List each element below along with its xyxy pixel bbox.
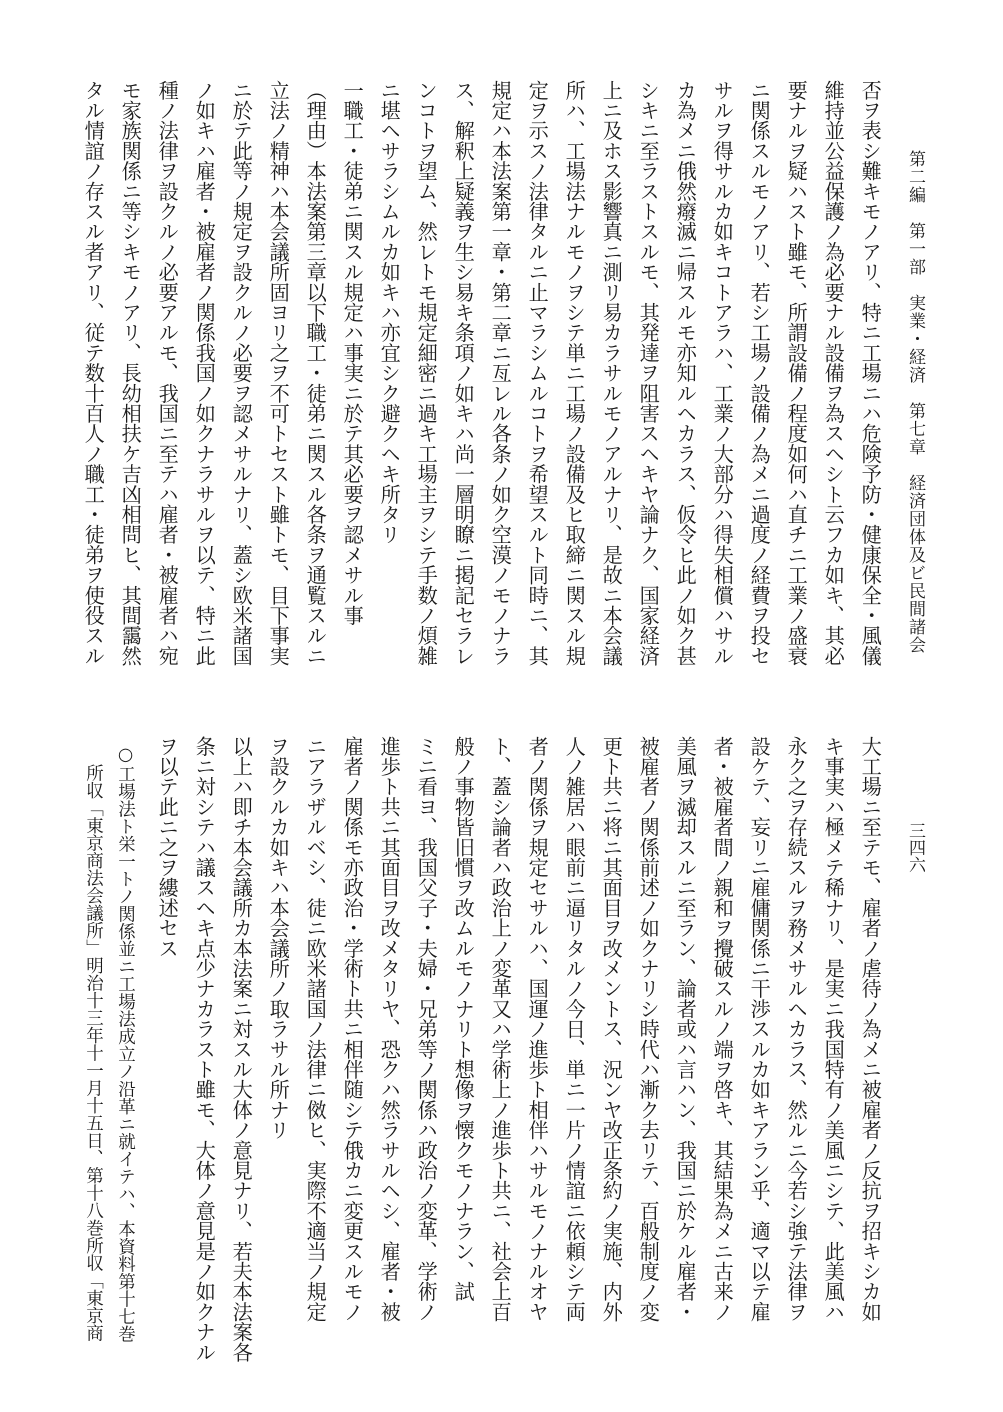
upper-column: カ為メニ俄然癈滅ニ帰スルモ亦知ルヘカラス、仮令ヒ此ノ如ク甚 (673, 80, 698, 666)
upper-column: 否ヲ表シ難キモノアリ、特ニ工場ニハ危険予防・健康保全・風儀 (858, 80, 883, 666)
upper-column: 要ナルヲ疑ハスト雖モ、所謂設備ノ程度如何ハ直チニ工業ノ盛衰 (784, 80, 809, 666)
lower-column: ミニ看ヨ、我国父子・夫婦・兄弟等ノ関係ハ政治ノ変革、学術ノ (414, 736, 439, 1322)
lower-column: ト、蓋シ論者ハ政治上ノ変革又ハ学術上ノ進歩ト共ニ、社会上百 (488, 736, 513, 1322)
page-number: 三四六 (905, 822, 925, 873)
lower-column: 被雇者ノ関係前述ノ如クナリシ時代ハ漸ク去リテ、百般制度ノ変 (636, 736, 661, 1322)
lower-column: キ事実ハ極メテ稀ナリ、是実ニ我国特有ノ美風ニシテ、此美風ハ (821, 736, 846, 1322)
upper-column: ノ如キハ雇者・被雇者ノ関係我国ノ如クナラサルヲ以テ、特ニ此 (192, 80, 217, 666)
lower-column: 般ノ事物皆旧慣ヲ改ムルモノナリト想像ヲ懐クモノナラン、試 (451, 736, 476, 1302)
upper-column: 定ヲ示スノ法律タルニ止マラシムルコトヲ希望スルト同時ニ、其 (525, 80, 550, 666)
lower-column: ヲ以テ此ニ之ヲ縷述セス (155, 736, 180, 959)
lower-column: 更ト共ニ将ニ其面目ヲ改メントス、況ンヤ改正条約ノ実施、内外 (599, 736, 624, 1322)
upper-column: ニ於テ此等ノ規定ヲ設クルノ必要ヲ認メサルナリ、蓋シ欧米諸国 (229, 80, 254, 666)
lower-column: 大工場ニ至テモ、雇者ノ虐待ノ為メニ被雇者ノ反抗ヲ招キシカ如 (858, 736, 883, 1322)
upper-column: サルヲ得サルカ如キコトアラハ、工業ノ大部分ハ得失相償ハサル (710, 80, 735, 666)
upper-column: 所ハ、工場法ナルモノヲシテ単ニ工場ノ設備及ヒ取締ニ関スル規 (562, 80, 587, 666)
lower-column: 美風ヲ滅却スルニ至ラン、論者或ハ言ハン、我国ニ於ケル雇者・ (673, 736, 698, 1322)
lower-column: ヲ設クルカ如キハ本会議所ノ取ラサル所ナリ (266, 736, 291, 1140)
lower-column: 条ニ対シテハ議スヘキ点少ナカラスト雖モ、大体ノ意見是ノ如クナル (192, 736, 217, 1363)
lower-column: 永ク之ヲ存続スルヲ務メサルヘカラス、然ルニ今若シ強テ法律ヲ (784, 736, 809, 1322)
upper-section-heading: 一職工・徒弟ニ関スル規定ハ事実ニ於テ其必要ヲ認メサル事 (340, 80, 365, 626)
upper-column: 種ノ法律ヲ設クルノ必要アルモ、我国ニ至テハ雇者・被雇者ハ宛 (155, 80, 180, 666)
upper-column: 規定ハ本法案第一章・第二章ニ亙レル各条ノ如ク空漠ノモノナラ (488, 80, 513, 666)
upper-column: ニ堪ヘサラシムルカ如キハ亦宜シク避クヘキ所タリ (377, 80, 402, 545)
lower-column: 進歩ト共ニ其面目ヲ改メタリヤ、恐クハ然ラサルヘシ、雇者・被 (377, 736, 402, 1322)
lower-column: 設ケテ、妄リニ雇傭関係ニ干渉スルカ如キアラン乎、適マ以テ雇 (747, 736, 772, 1322)
note-column: 所収「東京商法会議所」明治十三年十一月十五日、第十八巻所収「東京商 (83, 764, 104, 1342)
lower-column: 以上ハ即チ本会議所カ本法案ニ対スル大体ノ意見ナリ、若夫本法案各 (229, 736, 254, 1363)
upper-column: モ家族関係ニ等シキモノアリ、長幼相扶ケ吉凶相問ヒ、其間靄然 (118, 80, 143, 666)
lower-column: 人ノ雑居ハ眼前ニ逼リタルノ今日、単ニ一片ノ情誼ニ依頼シテ両 (562, 736, 587, 1322)
running-header: 第二編 第一部 実業・経済 第七章 経済団体及ビ民間諸会 (905, 150, 925, 654)
lower-column: ニアラザルベシ、徒ニ欧米諸国ノ法律ニ傚ヒ、実際不適当ノ規定 (303, 736, 328, 1322)
upper-column: 維持並公益保護ノ為必要ナル設備ヲ為スヘシト云フカ如キ、其必 (821, 80, 846, 666)
upper-column: ニ関係スルモノアリ、若シ工場ノ設備ノ為メニ過度ノ経費ヲ投セ (747, 80, 772, 666)
upper-column: ンコトヲ望ム、然レトモ規定細密ニ過キ工場主ヲシテ手数ノ煩雑 (414, 80, 439, 666)
upper-column: 上ニ及ホス影響真ニ測リ易カラサルモノアルナリ、是故ニ本会議 (599, 80, 624, 666)
upper-column: ス、解釈上疑義ヲ生シ易キ条項ノ如キハ尚一層明瞭ニ掲記セラレ (451, 80, 476, 666)
lower-column: 者・被雇者間ノ親和ヲ攪破スルノ端ヲ啓キ、其結果為メニ古来ノ (710, 736, 735, 1322)
upper-column: （理由）本法案第三章以下職工・徒弟ニ関スル各条ヲ通覧スルニ (303, 80, 328, 666)
lower-column: 者ノ関係ヲ規定セサルハ、国運ノ進歩ト相伴ハサルモノナルオヤ (525, 736, 550, 1322)
upper-column: 立法ノ精神ハ本会議所固ヨリ之ヲ不可トセスト雖トモ、目下事実 (266, 80, 291, 666)
upper-column: タル情誼ノ存スル者アリ、従テ数十百人ノ職工・徒弟ヲ使役スル (81, 80, 106, 666)
lower-column: 雇者ノ関係モ亦政治・学術ト共ニ相伴随シテ俄カニ変更スルモノ (340, 736, 365, 1322)
upper-column: シキニ至ラストスルモ、其発達ヲ阻害スヘキヤ論ナク、国家経済 (636, 80, 661, 666)
note-column: ○工場法ト栄一トノ関係並ニ工場法成立ノ沿革ニ就イテハ、本資料第十七巻 (115, 745, 136, 1343)
